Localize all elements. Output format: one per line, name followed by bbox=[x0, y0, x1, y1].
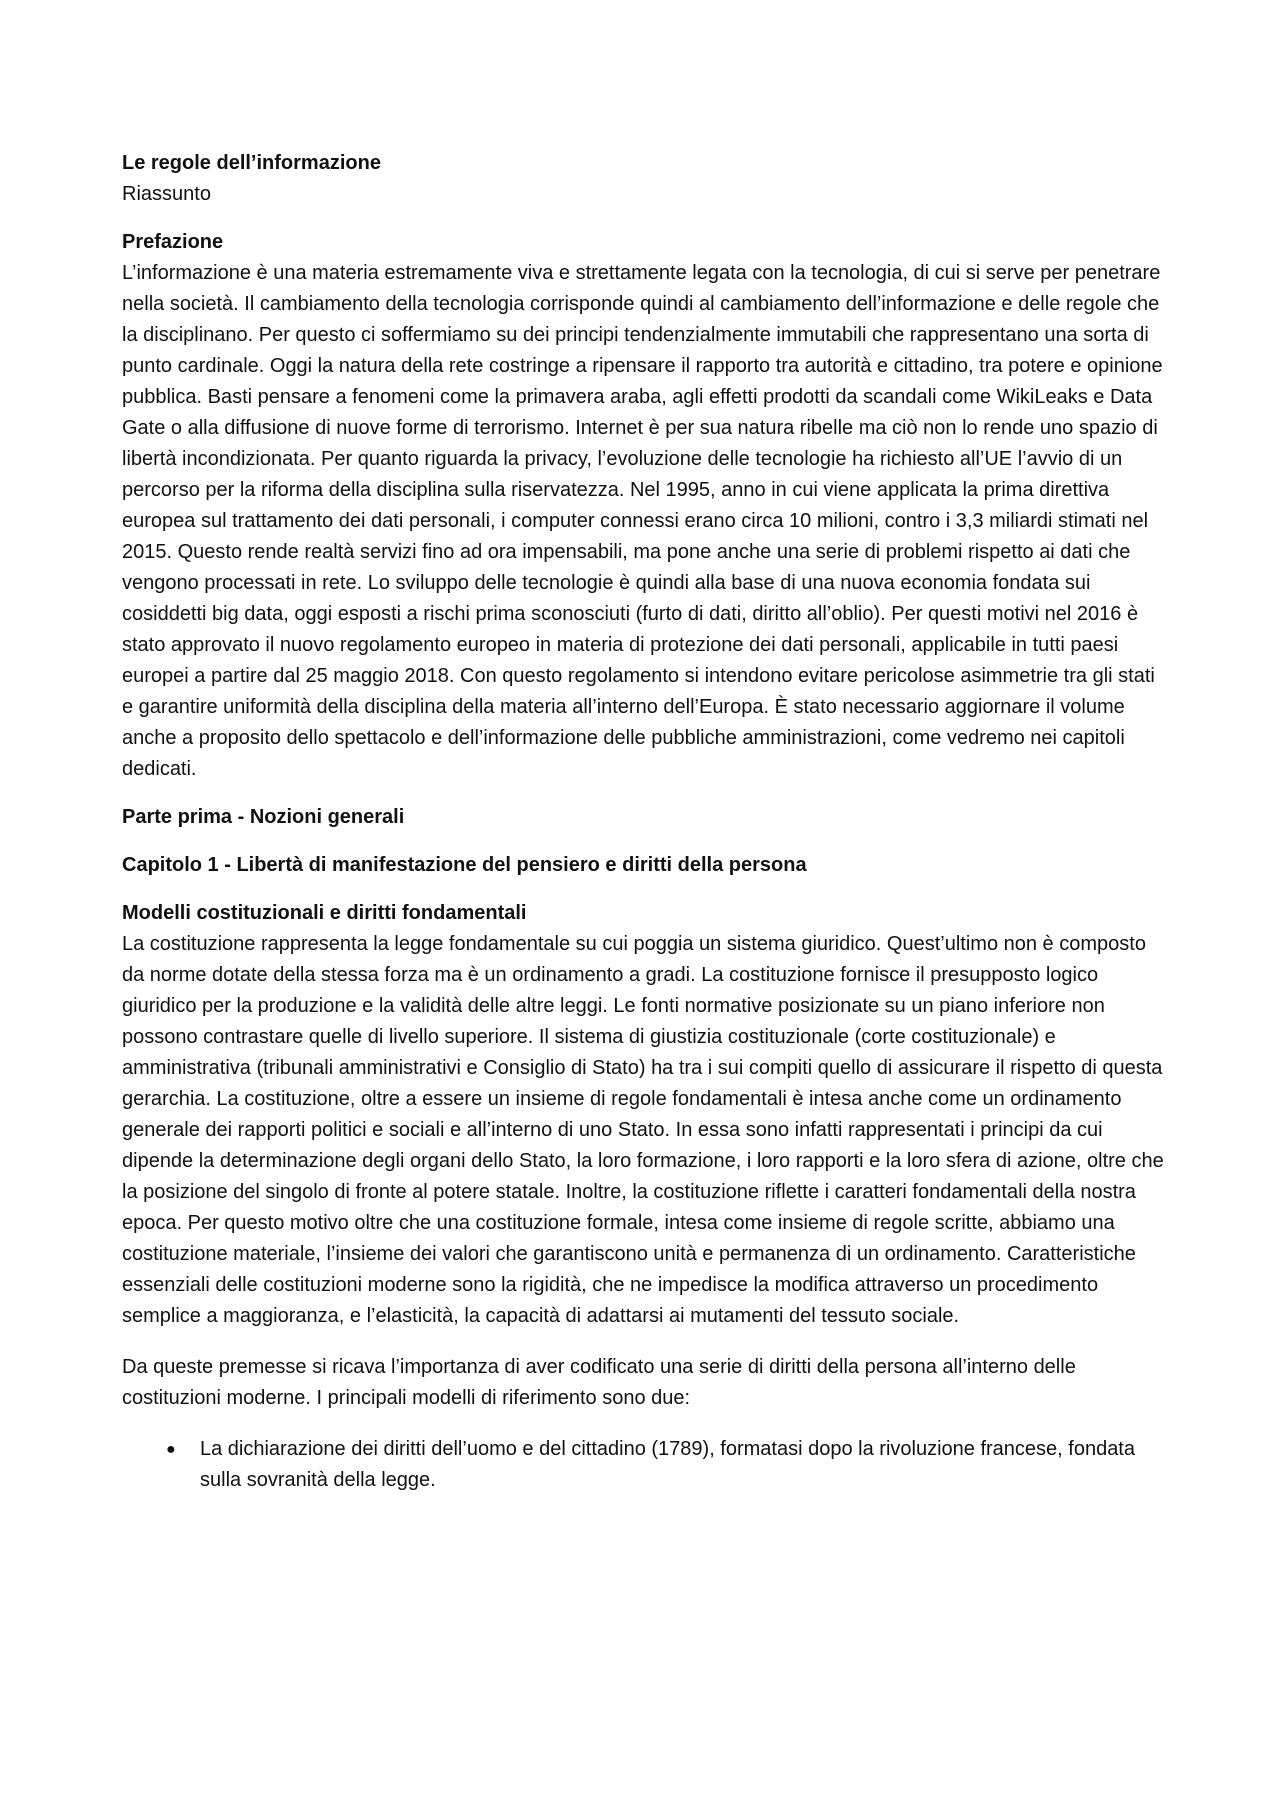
document-page bbox=[122, 148, 1168, 1496]
models-list bbox=[122, 1434, 1168, 1496]
section-heading: Modelli costituzionali e diritti fondamentali bbox=[122, 902, 527, 924]
list-item bbox=[122, 1434, 1168, 1496]
part-heading: Parte prima - Nozioni generali bbox=[122, 806, 405, 828]
preface-paragraph: L’informazione è una materia estremamente viva e strettamente legata con la tecnologia, di cui si serve per penetrare nella società. Il cambiamento della tecnologia corrisponde quindi al cambiamento dell’informazione e delle regole che la disciplinano. Per questo ci soffermiamo su dei principi tendenzialmente immutabili che rappresentano una sorta di punto cardinale. Oggi la natura della rete costringe a ripensare il rapporto tra autorità e cittadino, tra potere e opinione pubblica. Basti pensare a fenomeni come la primavera araba, agli effetti prodotti da scandali come WikiLeaks e Data Gate o alla diffusione di nuove forme di terrorismo. Internet è per sua natura ribelle ma ciò non lo rende uno spazio di libertà incondizionata. Per quanto riguarda la privacy, l’evoluzione delle tecnologie ha richiesto all’UE l’avvio di un percorso per la riforma della disciplina sulla riservatezza. Nel 1995, anno in cui viene applicata la prima direttiva europea sul trattamento dei dati personali, i computer connessi erano circa 10 milioni, contro i 3,3 miliardi stimati nel 2015. Questo rende realtà servizi fino ad ora impensabili, ma pone anche una serie di problemi rispetto ai dati che vengono processati in rete. Lo sviluppo delle tecnologie è quindi alla base di una nuova economia fondata sui cosiddetti big data, oggi esposti a rischi prima sconosciuti (furto di dati, diritto all’oblio). Per questi motivi nel 2016 è stato approvato il nuovo regolamento europeo in materia di protezione dei dati personali, applicabile in tutti paesi europei a partire dal 25 maggio 2018. Con questo regolamento si intendono evitare pericolose asimmetrie tra gli stati e garantire uniformità della disciplina della materia all’interno dell’Europa. È stato necessario aggiornare il volume anche a proposito dello spettacolo e dell’informazione delle pubbliche amministrazioni, come vedremo nei capitoli dedicati. bbox=[122, 262, 1163, 780]
section-paragraph-1: La costituzione rappresenta la legge fondamentale su cui poggia un sistema giuridico. Quest’ultimo non è composto da norme dotate della stessa forza ma è un ordinamento a gradi. La costituzione fornisce il presupposto logico giuridico per la produzione e la validità delle altre leggi. Le fonti normative posizionate su un piano inferiore non possono contrastare quelle di livello superiore. Il sistema di giustizia costituzionale (corte costituzionale) e amministrativa (tribunali amministrativi e Consiglio di Stato) ha tra i sui compiti quello di assicurare il rispetto di questa gerarchia. La costituzione, oltre a essere un insieme di regole fondamentali è intesa anche come un ordinamento generale dei rapporti politici e sociali e all’interno di uno Stato. In essa sono infatti rappresentati i principi da cui dipende la determinazione degli organi dello Stato, la loro formazione, i loro rapporti e la loro sfera di azione, oltre che la posizione del singolo di fronte al potere statale. Inoltre, la costituzione riflette i caratteri fondamentali della nostra epoca. Per questo motivo oltre che una costituzione formale, intesa come insieme di regole scritte, abbiamo una costituzione materiale, l’insieme dei valori che garantiscono unità e permanenza di un ordinamento. Caratteristiche essenziali delle costituzioni moderne sono la rigidità, che ne impedisce la modifica attraverso un procedimento semplice a maggioranza, e l’elasticità, la capacità di adattarsi ai mutamenti del tessuto sociale. bbox=[122, 933, 1164, 1327]
chapter-heading: Capitolo 1 - Libertà di manifestazione del pensiero e diritti della persona bbox=[122, 854, 807, 876]
preface-heading: Prefazione bbox=[122, 231, 224, 253]
document-title: Le regole dell’informazione bbox=[122, 152, 381, 174]
list-item-text: La dichiarazione dei diritti dell’uomo e del cittadino (1789), formatasi dopo la rivoluzione francese, fondata sulla sovranità della legge. bbox=[200, 1438, 1135, 1491]
section-paragraph-2: Da queste premesse si ricava l’importanza di aver codificato una serie di diritti della persona all’interno delle costituzioni moderne. I principali modelli di riferimento sono due: bbox=[122, 1356, 1076, 1409]
document-subtitle: Riassunto bbox=[122, 183, 211, 205]
bullet-icon: ● bbox=[166, 1441, 176, 1458]
